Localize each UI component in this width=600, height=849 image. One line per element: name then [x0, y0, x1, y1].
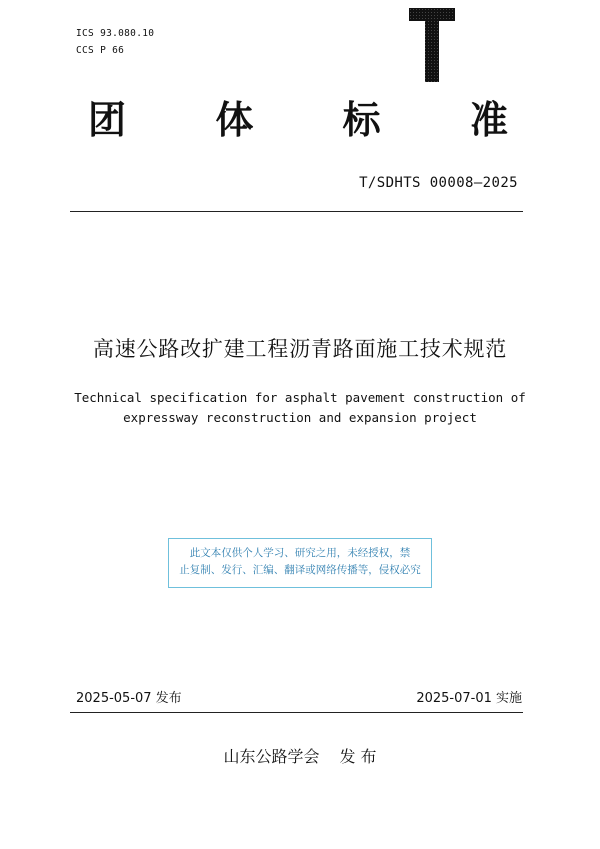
- standard-letter-t: [409, 8, 455, 82]
- copyright-notice-box: [168, 538, 432, 588]
- issue-date: 2025-05-07 发布: [76, 691, 182, 706]
- ics-code: ICS 93.080.10: [76, 28, 155, 39]
- heading-char: 体: [215, 97, 254, 142]
- standard-type-heading: [88, 92, 508, 140]
- notice-line2: 止复制、发行、汇编、翻译或网络传播等，侵权必究: [179, 564, 421, 576]
- implementation-date: 2025-07-01 实施: [416, 691, 522, 706]
- heading-char: 标: [342, 97, 381, 142]
- publisher-name: 山东公路学会: [223, 747, 320, 766]
- publisher-line: [0, 744, 600, 767]
- title-chinese: 高速公路改扩建工程沥青路面施工技术规范: [92, 337, 508, 361]
- notice-line1: 此文本仅供个人学习、研究之用，未经授权，禁: [189, 547, 411, 559]
- ccs-code: CCS P 66: [76, 45, 125, 56]
- heading-char: 团: [88, 97, 127, 142]
- top-divider: [70, 211, 523, 212]
- title-english-line2: expressway reconstruction and expansion project: [123, 410, 477, 425]
- heading-char: 准: [469, 97, 508, 142]
- bottom-divider: [70, 712, 523, 713]
- title-english-line1: Technical specification for asphalt pavement construction of: [74, 390, 526, 405]
- publisher-action: 发 布: [339, 747, 377, 766]
- standard-number: T/SDHTS 00008—2025: [359, 175, 518, 191]
